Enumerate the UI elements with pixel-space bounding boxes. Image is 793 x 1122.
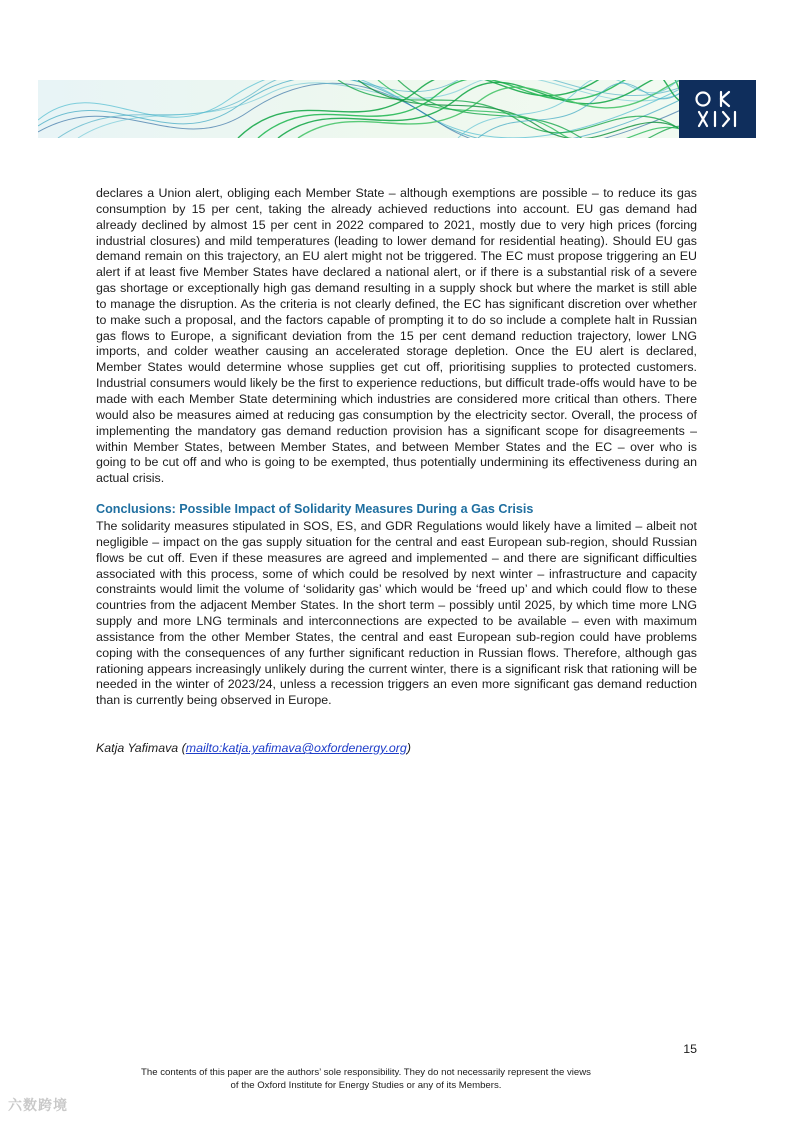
open-paren: ( bbox=[178, 741, 186, 756]
author-name: Katja Yafimava bbox=[96, 741, 179, 756]
author-signature bbox=[96, 741, 697, 755]
page-number: 15 bbox=[683, 1042, 697, 1056]
body-paragraph: declares a Union alert, obliging each Member State – although exemptions are possible – to reduce its gas consumption by 15 per cent, taking the already achieved reductions into account. EU gas demand had already declined by almost 15 per cent in 2022 compared to 2021, mostly due to very high prices (forcing industrial closures) and mild temperatures (leading to lower demand for residential heating). Should EU gas demand remain on this trajectory, an EU alert might not be triggered. The EC must propose triggering an EU alert if at least five Member States have declared a national alert, or if there is a substantial risk of a severe gas shortage or exceptionally high gas demand resulting in a supply shock but where the market is still able to manage the disruption. As the criteria is not clearly defined, the EC has significant discretion over whether to make such a proposal, and the factors capable of prompting it to do so include a complete halt in Russian gas flows to Europe, a significant deviation from the 15 per cent demand reduction trajectory, lower LNG imports, and colder weather causing an accelerated storage depletion. Once the EU alert is declared, Member States would determine whose supplies get cut off, prioritising supplies to protected customers. Industrial consumers would likely be the first to experience reductions, but difficult trade-offs would have to be made with each Member State determining which industries are considered more critical than others. There would also be measures aimed at reducing gas consumption by the electricity sector. Overall, the process of implementing the mandatory gas demand reduction provision has a significant scope for disagreements – within Member States, between Member States, and between Member States and the EC – over who is going to be cut off and who is going to be exempted, thus potentially undermining its effectiveness during an actual crisis. bbox=[96, 186, 697, 486]
author-email-link[interactable]: mailto:katja.yafimava@oxfordenergy.org bbox=[185, 741, 407, 756]
section-heading: Conclusions: Possible Impact of Solidarity Measures During a Gas Crisis bbox=[96, 502, 534, 517]
footer-line-2: of the Oxford Institute for Energy Studies or any of its Members. bbox=[230, 1079, 502, 1091]
main-content bbox=[96, 186, 697, 755]
header-banner bbox=[38, 80, 756, 138]
oies-logo-icon bbox=[679, 80, 756, 138]
oies-logo bbox=[679, 80, 756, 138]
body-paragraph: The solidarity measures stipulated in SOS, ES, and GDR Regulations would likely have a limited – albeit not negligible – impact on the gas supply situation for the central and east European sub-region, should Russian flows be cut off. Even if these measures are agreed and implemented – and there are significant difficulties associated with this process, some of which could be resolved by next winter – infrastructure and capacity constraints would limit the volume of ‘solidarity gas’ which would be ‘freed up’ and which could flow to these countries from the adjacent Member States. In the short term – possibly until 2025, by which time more LNG supply and more LNG terminals and interconnections are expected to be available – even with maximum assistance from the other Member States, the central and east European sub-region could have problems coping with the consequences of any further significant reduction in Russian flows. Therefore, although gas rationing appears increasingly unlikely during the current winter, there is a significant risk that rationing will be needed in the winter of 2023/24, unless a recession triggers an even more significant gas demand reduction than is currently being observed in Europe. bbox=[96, 519, 697, 708]
footer-line-1: The contents of this paper are the authors’ sole responsibility. They do not necessarily represent the views bbox=[141, 1067, 591, 1078]
close-paren: ) bbox=[406, 741, 411, 756]
footer-disclaimer bbox=[96, 1067, 636, 1092]
wave-decoration bbox=[38, 80, 756, 138]
watermark: 六数跨境 bbox=[8, 1097, 68, 1113]
